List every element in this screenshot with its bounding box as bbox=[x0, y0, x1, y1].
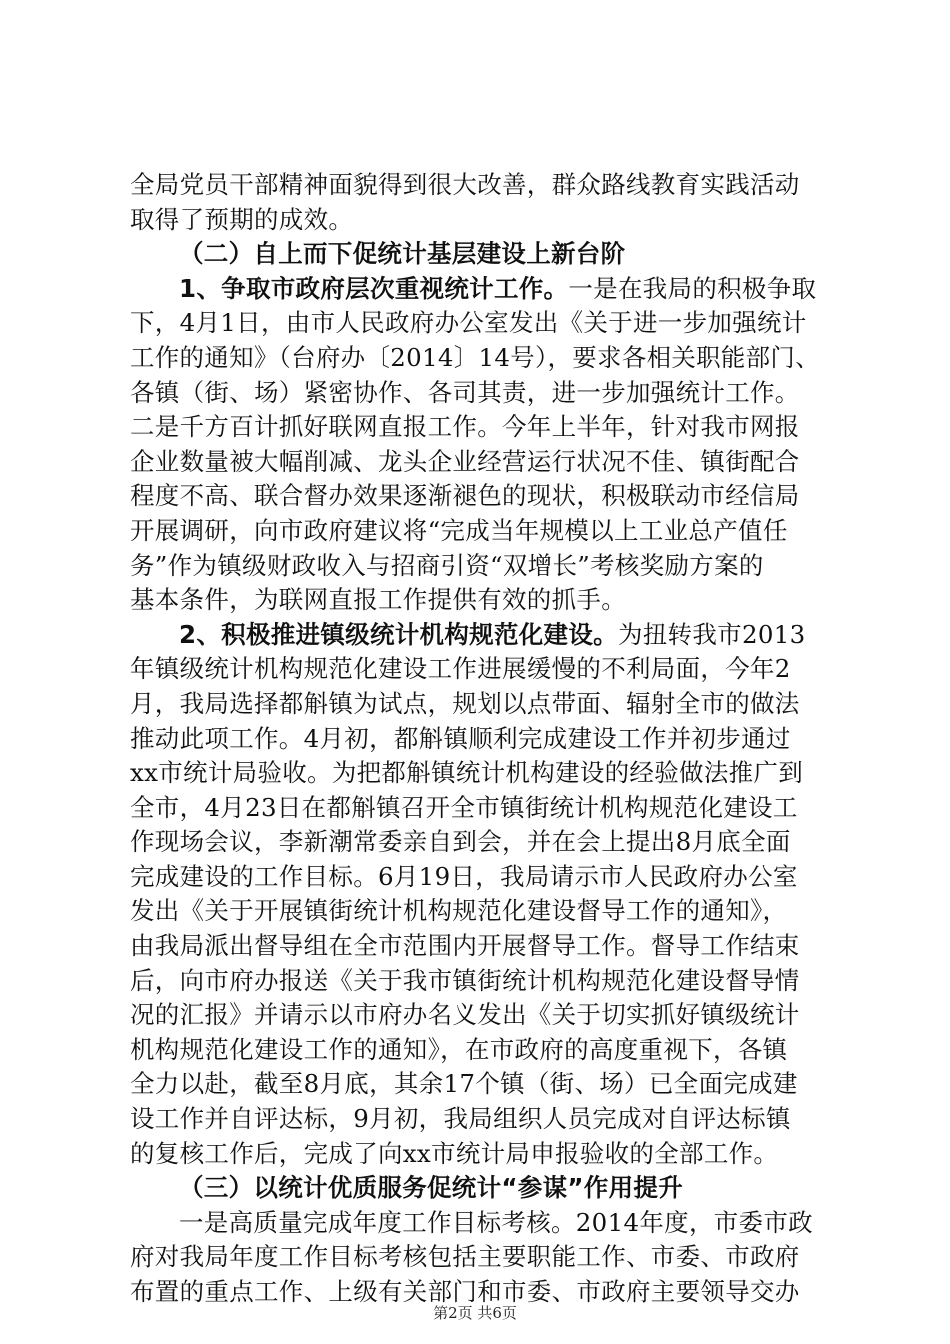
body-text-line: 企业数量被大幅削减、龙头企业经营运行状况不佳、镇街配合 bbox=[130, 446, 800, 476]
paragraph-lead-heading: 1、争取市政府层次重视统计工作。 bbox=[179, 273, 569, 303]
body-text-line: 基本条件，为联网直报工作提供有效的抓手。 bbox=[130, 585, 626, 615]
page-footer: 第2页 共6页 bbox=[433, 1304, 517, 1322]
section-heading: （二）自上而下促统计基层建设上新台阶 bbox=[179, 239, 626, 269]
paragraph-start-line: 一是高质量完成年度工作目标考核。2014年度，市委市政 bbox=[179, 1207, 813, 1237]
body-text-line: 全局党员干部精神面貌得到很大改善，群众路线教育实践活动 bbox=[130, 170, 800, 199]
body-text-line: 由我局派出督导组在全市范围内开展督导工作。督导工作结束 bbox=[130, 931, 800, 961]
paragraph-start-line bbox=[130, 618, 830, 653]
body-text-line: 作现场会议，李新潮常委亲自到会，并在会上提出8月底全面 bbox=[130, 827, 791, 857]
body-text-line: 务”作为镇级财政收入与招商引资“双增长”考核奖励方案的 bbox=[130, 550, 764, 580]
body-text-line: 全市，4月23日在都斛镇召开全市镇街统计机构规范化建设工 bbox=[130, 792, 798, 822]
body-text-line: 开展调研，向市政府建议将“完成当年规模以上工业总产值任 bbox=[130, 515, 788, 545]
body-text-line: 发出《关于开展镇街统计机构规范化建设督导工作的通知》， bbox=[130, 896, 788, 926]
body-text-line: 取得了预期的成效。 bbox=[130, 204, 354, 234]
body-text-line: 完成建设的工作目标。6月19日，我局请示市人民政府办公室 bbox=[130, 861, 798, 891]
body-text-line: 各镇（街、场）紧密协作、各司其责，进一步加强统计工作。 bbox=[130, 377, 800, 407]
paragraph-start-line bbox=[130, 272, 830, 307]
body-text-line: 程度不高、联合督办效果逐渐褪色的现状，积极联动市经信局 bbox=[130, 481, 800, 511]
body-text-line: 二是千方百计抓好联网直报工作。今年上半年，针对我市网报 bbox=[130, 412, 800, 442]
body-text-line: 全力以赴，截至8月底，其余17个镇（街、场）已全面完成建 bbox=[130, 1069, 798, 1099]
document-body bbox=[130, 168, 830, 1310]
body-text-line: 设工作并自评达标，9月初，我局组织人员完成对自评达标镇 bbox=[130, 1104, 791, 1134]
body-text-line: 布置的重点工作、上级有关部门和市委、市政府主要领导交办 bbox=[130, 1277, 800, 1306]
body-text-line: 工作的通知》（台府办〔2014〕14号），要求各相关职能部门、 bbox=[130, 342, 820, 372]
body-text-line: 的复核工作后，完成了向xx市统计局申报验收的全部工作。 bbox=[130, 1138, 779, 1168]
body-text-line: 况的汇报》并请示以市府办名义发出《关于切实抓好镇级统计 bbox=[130, 1000, 800, 1030]
body-text-line: 机构规范化建设工作的通知》，在市政府的高度重视下，各镇 bbox=[130, 1034, 788, 1064]
body-text-line: xx市统计局验收。为把都斛镇统计机构建设的经验做法推广到 bbox=[130, 758, 804, 788]
paragraph-text: 一是在我局的积极争取 bbox=[568, 273, 817, 303]
body-text-line: 后，向市府办报送《关于我市镇街统计机构规范化建设督导情 bbox=[130, 965, 800, 995]
body-text-line: 府对我局年度工作目标考核包括主要职能工作、市委、市政府 bbox=[130, 1242, 800, 1272]
body-text-line: 月，我局选择都斛镇为试点，规划以点带面、辐射全市的做法 bbox=[130, 688, 800, 718]
paragraph-text: 为扭转我市2013 bbox=[617, 619, 806, 649]
body-text-line: 下，4月1日，由市人民政府办公室发出《关于进一步加强统计 bbox=[130, 308, 807, 338]
section-heading: （三）以统计优质服务促统计“参谋”作用提升 bbox=[179, 1173, 684, 1203]
body-text-line: 年镇级统计机构规范化建设工作进展缓慢的不利局面，今年2 bbox=[130, 654, 791, 684]
paragraph-lead-heading: 2、积极推进镇级统计机构规范化建设。 bbox=[179, 619, 618, 649]
body-text-line: 推动此项工作。4月初，都斛镇顺利完成建设工作并初步通过 bbox=[130, 723, 791, 753]
